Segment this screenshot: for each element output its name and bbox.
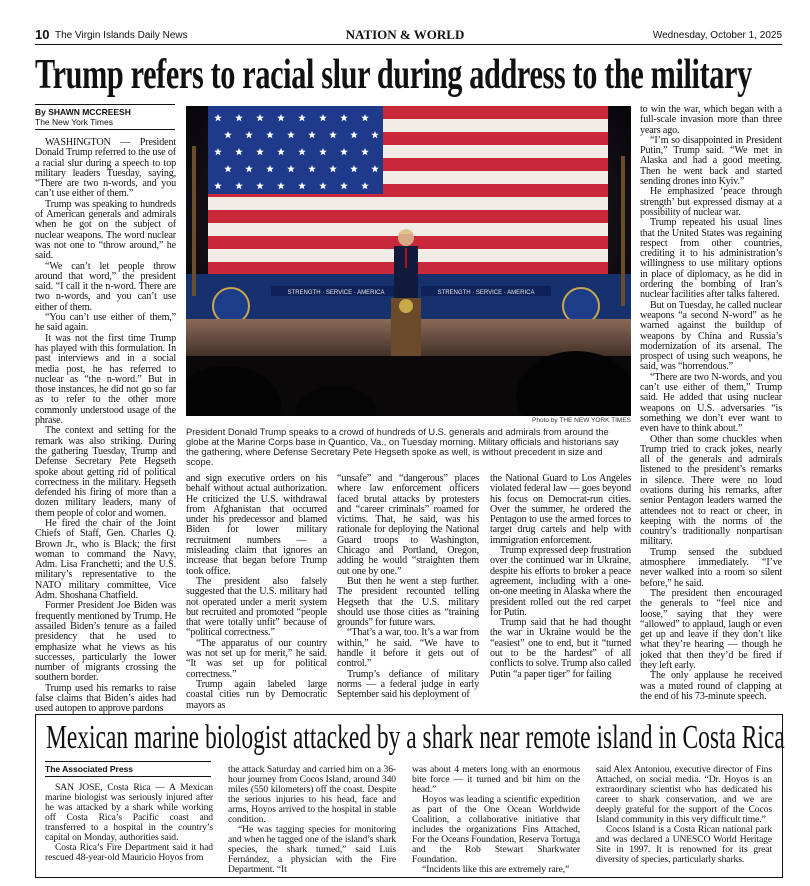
paragraph: Trump repeated his usual lines that the United States was regaining respect from other countries, crediting it to his administration’s willingness to use military options in place of diplomacy, as he did in ordering the bombing of Iran’s nuclear facilities after talks faltered. (640, 217, 782, 301)
second-story-column-1 (45, 783, 213, 863)
paragraph: The president then encouraged the generals to “feel nice and loose,” saying that they were “allowed” to applaud, laugh or even get up and leave if they don’t like what they’re hearing — though he joked that then they’d be fired if they left early. (640, 587, 782, 672)
paragraph: “Incidents like this are extremely rare,” (422, 864, 570, 875)
paragraph: He emphasized ‘peace through strength’ but expressed dismay at a possibility of nuclear war. (640, 186, 782, 218)
paragraph: and sign executive orders on his behalf without actual authorization. He criticized the U.S. withdrawal from Afghanistan that occurred under his predecessor and blamed Biden for lower military recruitment numbers — a misleading claim that ignores an increase that began before Trump took office. (186, 473, 327, 577)
paragraph: Cocos Island is a Costa Rican national park and was declared a UNESCO World Heritage Site in 1997. It is renowned for its great diversity of species, particularly sharks. (596, 824, 772, 865)
paragraph: The context and setting for the remark was also striking. During the gathering Tuesday, Trump and Defense Secretary Pete Hegseth spoke about getting rid of political correctness in the military. Hegseth defended his firing of more than a dozen military leaders, many of them people of color and women. (35, 425, 176, 519)
paragraph: to win the war, which began with a full-scale invasion more than three years ago. (640, 104, 782, 136)
main-headline: Trump refers to racial slur during address to the military (35, 52, 752, 98)
paragraph: Trump again labeled large coastal cities run by Democratic mayors as (186, 678, 327, 711)
page-number: 10 (35, 27, 50, 42)
paragraph: Trump’s defiance of military norms — a federal judge in early September said his deployment of (337, 668, 479, 701)
news-photo (186, 106, 631, 416)
paragraph: “That’s a war, too. It’s a war from within,” he said. “We have to handle it before it gets out of control.” (337, 627, 479, 670)
article-column-5 (640, 105, 782, 702)
paragraph: The only applause he received was a muted round of clapping at the end of his 73-minute speech. (640, 670, 782, 702)
flag-stripe (208, 210, 608, 223)
photo-illustration (186, 106, 631, 416)
photo-caption: President Donald Trump speaks to a crowd of hundreds of U.S. generals and admirals from around the globe at the Marine Corps base in Quantico, Va., on Tuesday morning. Military officials and historians say the gathering, where Defense Secretary Pete Hegseth spoke as well, is without precedent in size and scope. (186, 427, 619, 467)
paragraph: Former President Joe Biden was frequently mentioned by Trump. He assailed Biden’s tenure as a failed presidency that he used to emphasize what he views as his successes, particularly the lower number of migrants crossing the southern border. (35, 600, 176, 684)
paragraph: the National Guard to Los Angeles violated federal law — goes beyond his focus on Democrat-run cities. Over the summer, he ordered the Pentagon to use the armed forces to target drug cartels and help with immigration enforcement. (490, 473, 631, 546)
paragraph: The president also falsely suggested that the U.S. military had not operated under a merit system but recruited and promoted “people that were totally unfit” because of “political correctness.” (186, 575, 327, 639)
second-story-column-3 (412, 765, 580, 875)
second-story-box (35, 714, 783, 878)
paragraph: But then he went a step further. The president recounted telling Hegseth that the U.S. military should use those cities as “training grounds” for future wars. (337, 575, 479, 629)
paragraph: Trump used his remarks to raise false claims that Biden’s aides had used autopen to approve pardons (35, 682, 176, 715)
paragraph: was about 4 meters long with an enormous bite force — it turned and bit him on the head.” (412, 764, 580, 795)
paragraph: It was not the first time Trump has played with this formulation. In past interviews and in a social media post, he has referred to nuclear as “the n-word.” But in those instances, he did not go so far as to refer to the other more commonly understood usage of the phrase. (35, 332, 176, 427)
paragraph: Trump sensed the subdued atmosphere immediately. “I’ve never walked into a room so silent before,” he said. (640, 546, 782, 589)
paragraph: Other than some chuckles when Trump tried to crack jokes, nearly all of the generals and admirals listened to the president’s remarks in silence. There were no loud ovations during his remarks, after senior Pentagon leaders warned the attendees not to react or cheer, in keeping with the norms of the country’s traditionally nonpartisan military. (640, 433, 782, 548)
photo-credit: Photo by THE NEW YORK TIMES (532, 417, 631, 424)
flag-stripe (208, 197, 608, 210)
byline-org: The New York Times (35, 117, 113, 127)
paragraph: Trump was speaking to hundreds of American generals and admirals when he got on the subject of nuclear weapons. The word nuclear was not one to “throw around,” he said. (35, 198, 176, 262)
paragraph: “You can’t use either of them,” he said again. (35, 312, 176, 334)
article-column-3 (337, 474, 479, 701)
paragraph: He fired the chair of the Joint Chiefs of Staff, Gen. Charles Q. Brown Jr., who is Black; the first woman to command the Navy, Adm. Lisa Franchetti; and the U.S. military’s representative to the NATO military committee, Vice Adm. Shoshana Chatfield. (35, 517, 176, 602)
article-column-2 (186, 474, 327, 711)
paragraph: “The apparatus of our country was not set up for merit,” he said. “It was set up for political correctness.” (186, 637, 327, 680)
paragraph: But on Tuesday, he called nuclear weapons “a second N-word” as he warned against the buildup of weapons by China and Russia’s modernization of its arsenal. The prospect of using such weapons, he said, was “horrendous.” (640, 299, 782, 373)
second-story-headline: Mexican marine biologist attacked by a shark near remote island in Costa Rica (46, 719, 785, 756)
second-story-column-4 (596, 765, 772, 865)
article-column-1 (35, 138, 176, 715)
paragraph: said Alex Antoniou, executive director of Fins Attached, on social media. “Dr. Hoyos is an extraordinary scientist who has dedicated his career to shark conservation, and we are deeply grateful for the support of the Cocos Island community in this very difficult time.” (596, 764, 772, 825)
second-story-byline: The Associated Press (45, 761, 211, 777)
byline (35, 104, 175, 130)
paragraph: Trump said that he had thought the war in Ukraine would be the “easiest” one to end, but it “turned out to be the hardest” of all conflicts to solve. Trump also called Putin “a paper tiger” for failing (490, 617, 631, 680)
paragraph: “There are two N-words, and you can’t use either of them,” Trump said. He added that using nuclear weapons on U.S. adversaries “is something we don’t ever want to even have to think about.” (640, 371, 782, 435)
paragraph: Trump expressed deep frustration over the continued war in Ukraine, despite his efforts to broker a peace agreement, including with a one-on-one meeting in Alaska where the president rolled out the red carpet for Putin. (490, 545, 631, 618)
article-column-4 (490, 474, 631, 680)
paragraph: SAN JOSE, Costa Rica — A Mexican marine biologist was seriously injured after he was attacked by a shark while working off Costa Rica’s Pacific coast and transferred to a hospital in the country’s capital on Monday, authorities said. (45, 782, 213, 843)
paper-name: The Virgin Islands Daily News (55, 30, 188, 41)
paragraph: “I’m so disappointed in President Putin,” Trump said. “We met in Alaska and had a good meeting. Then he went back and started sending drones into Kyiv.” (640, 134, 782, 188)
paragraph: Hoyos was leading a scientific expedition as part of the One Ocean Worldwide Coalition, a collaborative initiative that includes the organizations Fins Attached, For the Oceans Foundation, Reserva Tortuga and the Rob Stewart Sharkwater Foundation. (412, 794, 580, 865)
paragraph: WASHINGTON — President Donald Trump referred to the use of a racial slur during a speech to top military leaders Tuesday, saying, “There are two n-words, and you can’t use either of them.” (35, 137, 176, 200)
second-story-column-2 (228, 765, 396, 875)
byline-rule (35, 129, 175, 130)
header-rule (35, 44, 782, 45)
presidential-seal (399, 299, 413, 313)
section-title: NATION & WORLD (345, 27, 465, 42)
paragraph: Costa Rica’s Fire Department said it had rescued 48-year-old Mauricio Hoyos from (45, 842, 213, 863)
banner-left: STRENGTH · SERVICE · AMERICA (287, 290, 385, 296)
issue-date: Wednesday, October 1, 2025 (652, 30, 782, 41)
banner-right: STRENGTH · SERVICE · AMERICA (437, 290, 535, 296)
paragraph: “unsafe” and “dangerous” places where law enforcement officers faced brutal attacks by protesters and “career criminals” roamed for victims. That, he said, was his rationale for deploying the National Guard troops to Washington, Chicago and Portland, Oregon, adding he would “straighten them out one by one.” (337, 473, 479, 577)
paragraph: “We can’t let people throw around that word,” the president said. “I call it the n-word. There are two n-words, and you can’t use either of them. (35, 260, 176, 313)
paragraph: the attack Saturday and carried him on a 36-hour journey from Cocos Island, around 340 miles (550 kilometers) off the coast. Despite the serious injuries to his head, face and arms, Hoyos arrived to the hospital in stable condition. (228, 764, 396, 825)
paragraph: “He was tagging species for monitoring and when he tagged one of the island’s shark species, the shark turned,” said Luis Fernández, a physician with the Fire Department. “It (228, 824, 396, 875)
byline-author: By SHAWN MCCREESH (35, 107, 131, 117)
